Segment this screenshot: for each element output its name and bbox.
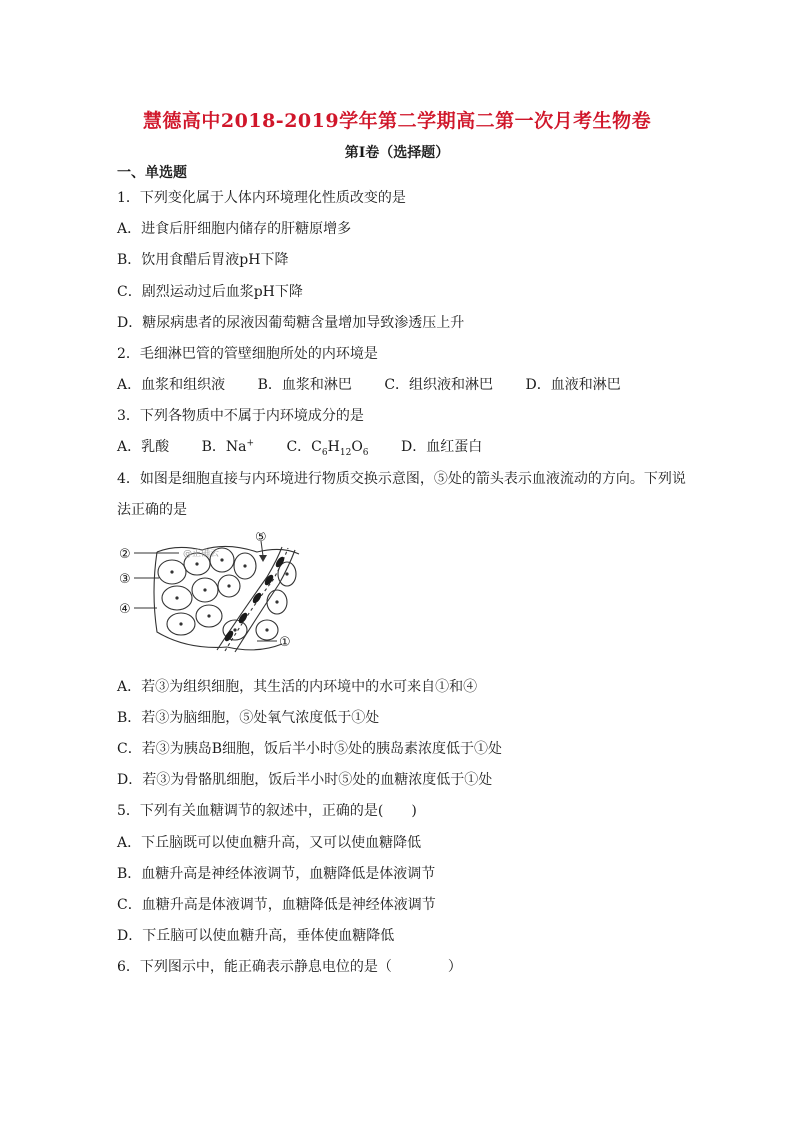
question-4-option-d: D．若③为骨骼肌细胞，饭后半小时⑤处的血糖浓度低于①处 [117,772,493,788]
question-4-stem-line2: 法正确的是 [117,502,187,518]
question-2-stem: 2．毛细淋巴管的管壁细胞所处的内环境是 [117,346,378,362]
question-1-stem: 1．下列变化属于人体内环境理化性质改变的是 [117,190,406,206]
label-5: ⑤ [255,532,267,545]
question-1-option-c: C．剧烈运动过后血浆pH下降 [117,284,303,300]
question-5-option-b: B．血糖升高是神经体液调节，血糖降低是体液调节 [117,866,436,882]
label-2: ② [119,547,131,562]
question-3-option-c [286,436,368,458]
question-2-option-a: A．血浆和组织液 [117,377,226,393]
diagram-watermark: @正确云 [183,549,220,559]
question-1-option-a: A．进食后肝细胞内储存的肝糖原增多 [117,221,352,237]
glucose-h: H [327,439,340,455]
sodium-charge: + [246,438,255,449]
question-4-option-a: A．若③为组织细胞，其生活的内环境中的水可来自①和④ [117,679,478,695]
question-5-option-d: D．下丘脑可以使血糖升高，垂体使血糖降低 [117,928,395,944]
glucose-c-count: 6 [321,447,328,458]
section-heading: 一、单选题 [117,165,187,181]
question-1-option-b: B．饮用食醋后胃液pH下降 [117,252,289,268]
question-3-option-b [202,436,254,456]
exam-subtitle: 第Ⅰ卷（选择题） [344,145,450,161]
question-2-options [117,374,649,394]
label-4: ④ [119,602,131,617]
question-1-option-d: D．糖尿病患者的尿液因葡萄糖含量增加导致渗透压上升 [117,315,465,331]
question-3-option-a: A．乳酸 [117,439,170,455]
question-6-stem: 6．下列图示中，能正确表示静息电位的是（ ） [117,959,462,975]
question-4-option-b: B．若③为脑细胞，⑤处氧气浓度低于①处 [117,710,380,726]
glucose-c: C．C [286,439,322,455]
exam-title: 慧德高中2018-2019学年第二学期高二第一次月考生物卷 [142,110,652,132]
glucose-o-count: 6 [362,447,369,458]
tissue-diagram-svg [117,532,307,657]
question-5-option-a: A．下丘脑既可以使血糖升高，又可以使血糖降低 [117,835,422,851]
question-2-option-c: C．组织液和淋巴 [384,377,494,393]
label-3: ③ [119,572,131,587]
glucose-h-count: 12 [339,447,352,458]
label-1: ① [279,635,291,650]
sodium-text: B．Na [201,439,247,455]
glucose-o: O [351,439,363,455]
question-4-stem-line1: 4．如图是细胞直接与内环境进行物质交换示意图，⑤处的箭头表示血液流动的方向。下列说 [117,471,686,487]
question-3-options [117,436,510,458]
question-5-stem: 5．下列有关血糖调节的叙述中，正确的是( ) [117,803,417,819]
question-5-option-c: C．血糖升高是体液调节，血糖降低是神经体液调节 [117,897,436,913]
question-2-option-d: D．血液和淋巴 [525,377,621,393]
question-3-stem: 3．下列各物质中不属于内环境成分的是 [117,408,364,424]
question-4-option-c: C．若③为胰岛B细胞，饭后半小时⑤处的胰岛素浓度低于①处 [117,741,502,757]
tissue-exchange-diagram [117,532,307,657]
question-3-option-d: D．血红蛋白 [400,439,483,455]
question-2-option-b: B．血浆和淋巴 [257,377,352,393]
